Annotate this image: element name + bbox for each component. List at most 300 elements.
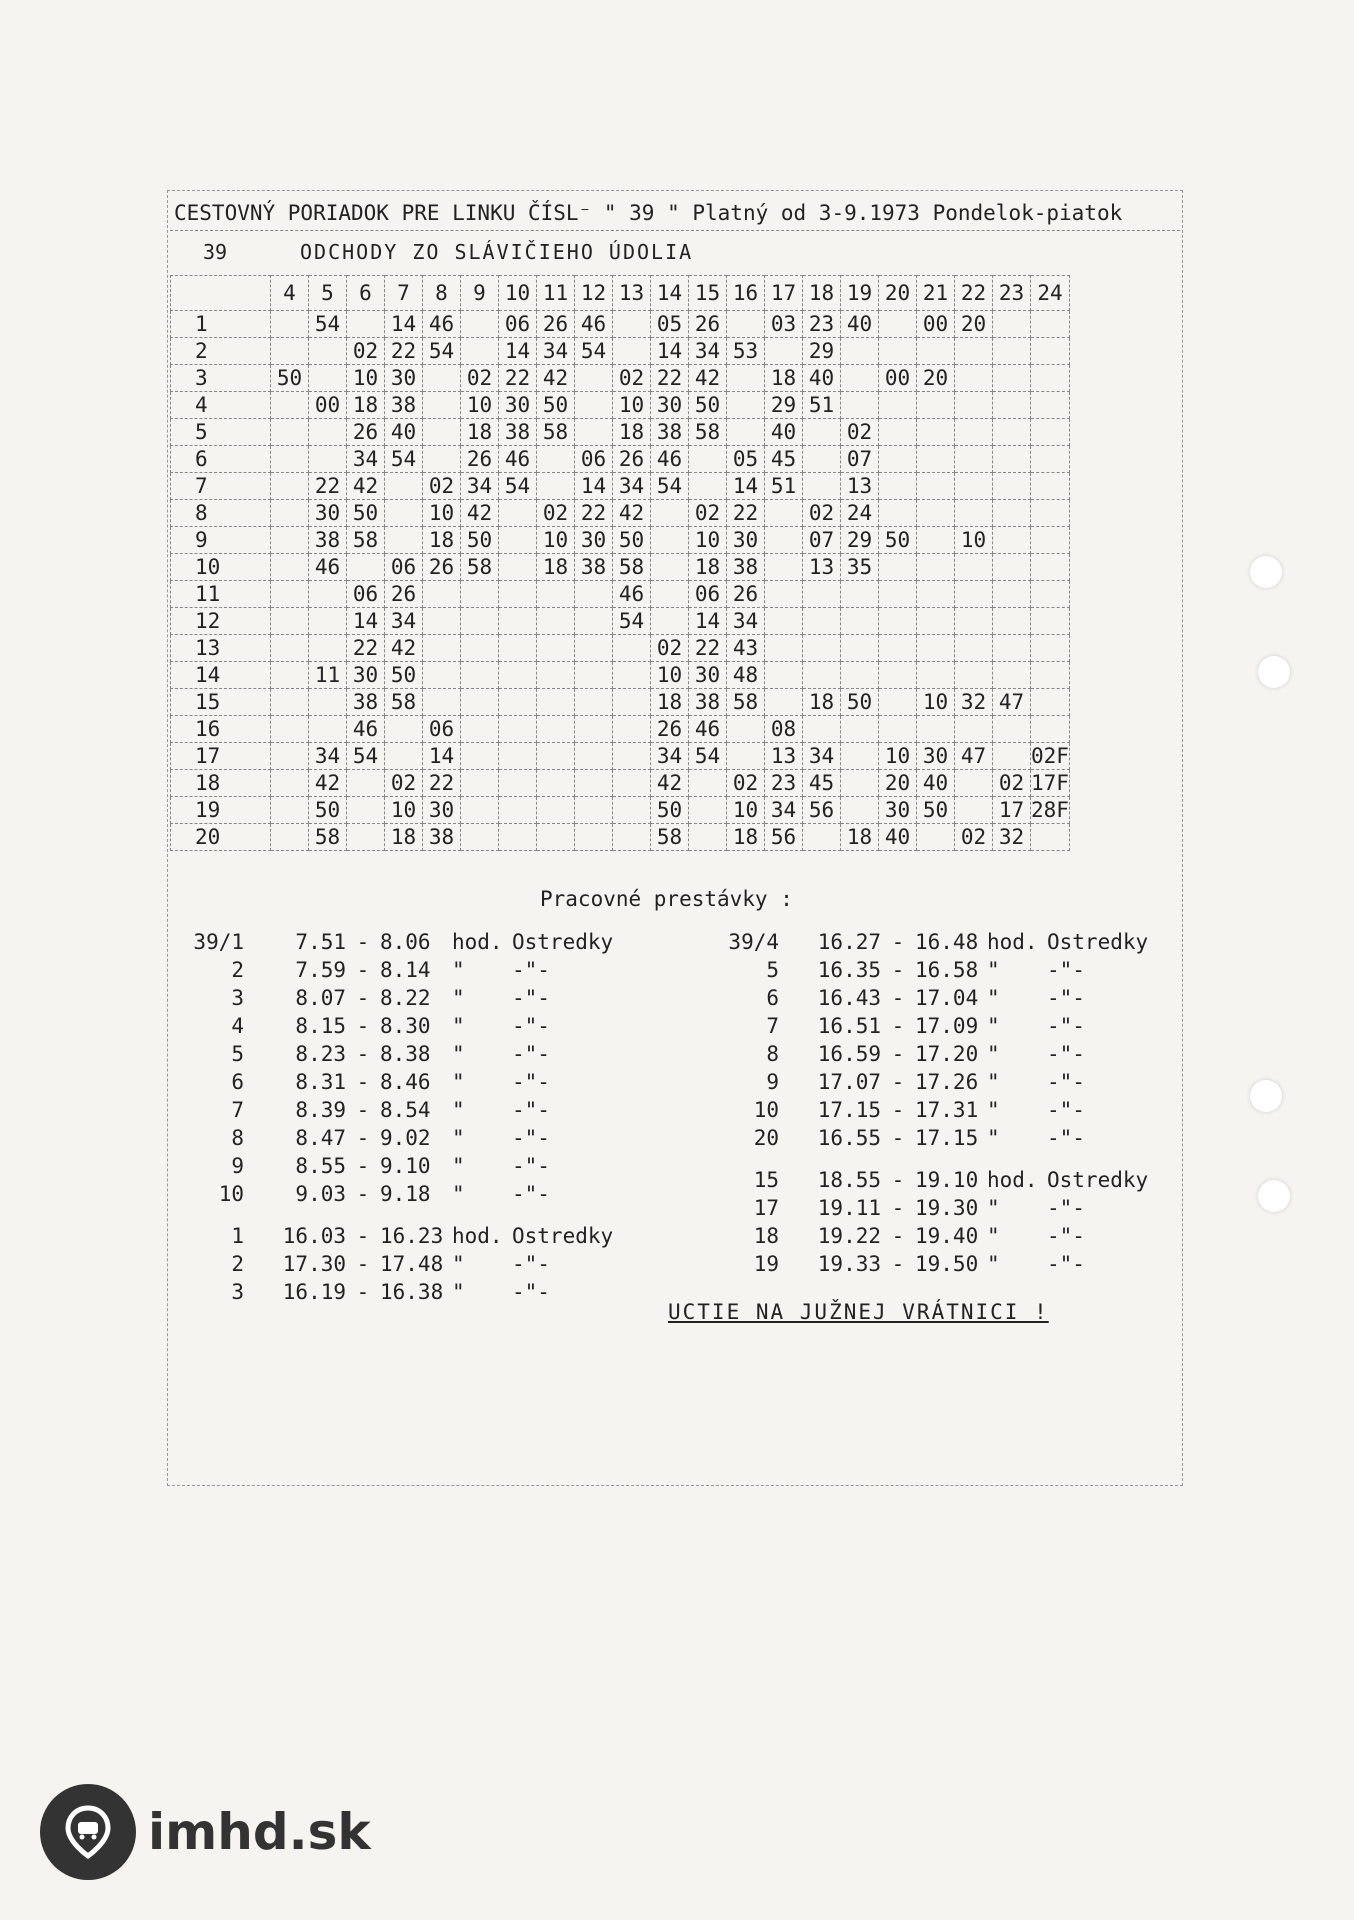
break-id: 4 [231,1014,244,1038]
departure-minute [993,581,1031,608]
break-to: 8.30 [380,1014,431,1038]
departure-minute [727,392,765,419]
departure-minute: 02 [651,635,689,662]
table-row [171,662,1070,689]
break-to: 8.14 [380,958,431,982]
departure-minute: 26 [537,311,575,338]
break-row [713,1096,1148,1124]
departure-minute [1031,527,1070,554]
break-row [713,928,1148,956]
row-number: 1 [171,311,271,338]
departure-minute [613,689,651,716]
break-row [178,1040,613,1068]
departure-minute: 58 [613,554,651,581]
departure-minute [917,716,955,743]
departure-minute: 34 [765,797,803,824]
departure-minute [271,743,309,770]
departure-minute: 50 [651,797,689,824]
departure-minute [423,608,461,635]
departure-minute: 02 [385,770,423,797]
table-row [171,473,1070,500]
departure-minute [689,446,727,473]
departure-minute: 46 [689,716,727,743]
departure-minute: 38 [309,527,347,554]
departure-minute [499,716,537,743]
row-number: 11 [171,581,271,608]
table-row [171,608,1070,635]
departure-minute: 40 [803,365,841,392]
departure-minute: 46 [499,446,537,473]
table-row [171,797,1070,824]
departure-minute [461,770,499,797]
departure-minute: 14 [385,311,423,338]
departure-minute [271,419,309,446]
departure-minute [1031,662,1070,689]
hour-header: 24 [1031,276,1070,311]
break-id: 15 [753,1168,779,1192]
departure-minute [1031,365,1070,392]
break-from: 16.19 [282,1280,346,1304]
break-dash: - [356,1154,370,1178]
departure-minute: 06 [689,581,727,608]
departure-minute: 29 [841,527,879,554]
departure-minute [841,743,879,770]
departure-minute [651,554,689,581]
departure-minute [917,554,955,581]
break-row [713,956,1148,984]
departure-minute [993,338,1031,365]
row-number: 7 [171,473,271,500]
departure-minute: 58 [727,689,765,716]
hour-header: 12 [575,276,613,311]
departure-minute [271,392,309,419]
break-id: 6 [766,986,779,1010]
break-from: 19.33 [817,1252,881,1276]
departure-minute [955,581,993,608]
row-number: 15 [171,689,271,716]
break-row [713,984,1148,1012]
departure-minute [271,527,309,554]
departure-minute [271,824,309,851]
break-place: -"- [512,958,550,982]
departure-minute [499,689,537,716]
breaks-right-list [713,928,1148,1278]
departure-minute [461,662,499,689]
break-from: 8.31 [295,1070,346,1094]
departure-minute: 50 [271,365,309,392]
departure-minute: 10 [917,689,955,716]
row-number: 19 [171,797,271,824]
departure-minute: 30 [575,527,613,554]
departure-minute: 56 [803,797,841,824]
departure-minute: 30 [309,500,347,527]
break-from: 17.07 [817,1070,881,1094]
row-number: 2 [171,338,271,365]
departure-minute [461,743,499,770]
departure-minute: 02F [1031,744,1069,768]
break-place: Ostredky [1047,1168,1149,1192]
departure-minute [803,716,841,743]
departure-minute [271,473,309,500]
hour-header: 16 [727,276,765,311]
departure-minute [955,770,993,797]
departure-minute: 22 [309,473,347,500]
break-dash: - [891,1042,905,1066]
departure-minute [1031,689,1070,716]
departure-minute: 42 [347,473,385,500]
break-unit: " [452,1252,465,1276]
break-dash: - [356,958,370,982]
break-place: -"- [512,1070,550,1094]
departure-minute: 54 [689,743,727,770]
departure-minute [1031,473,1070,500]
departure-minute: 10 [955,527,993,554]
hour-header: 18 [803,276,841,311]
departure-minute: 02 [347,338,385,365]
break-unit: " [987,1070,1000,1094]
break-place: -"- [1047,1224,1085,1248]
departure-minute [347,311,385,338]
departure-minute [955,635,993,662]
break-dash: - [891,986,905,1010]
break-to: 19.40 [915,1224,979,1248]
departure-minute: 20 [917,365,955,392]
departure-minute: 46 [575,311,613,338]
departure-minute [537,743,575,770]
row-number: 12 [171,608,271,635]
departure-minute [879,419,917,446]
break-row [713,1194,1148,1222]
punch-hole [1250,556,1282,588]
break-from: 19.22 [817,1224,881,1248]
departure-minute: 17F [1031,771,1069,795]
departure-minute: 38 [575,554,613,581]
departure-minute: 18 [727,824,765,851]
departure-minute [309,446,347,473]
row-number: 9 [171,527,271,554]
departure-minute: 00 [917,311,955,338]
break-place: -"- [1047,1042,1085,1066]
break-from: 8.15 [295,1014,346,1038]
departure-minute: 13 [803,554,841,581]
departure-minute [917,635,955,662]
departure-minute: 50 [689,392,727,419]
departure-minute: 50 [879,527,917,554]
departure-minute: 54 [499,473,537,500]
break-id: 7 [766,1014,779,1038]
break-unit: " [452,958,465,982]
departure-minute: 30 [879,797,917,824]
departure-minute: 54 [651,473,689,500]
hour-header: 8 [423,276,461,311]
departure-minute: 02 [537,500,575,527]
break-from: 16.51 [817,1014,881,1038]
departure-minute [993,473,1031,500]
departure-minute [461,689,499,716]
break-unit: hod. [452,1224,503,1248]
departure-minute [917,662,955,689]
punch-hole [1250,1080,1282,1112]
departure-minute [689,473,727,500]
departure-minute [461,581,499,608]
departure-minute: 46 [309,554,347,581]
departure-minute: 47 [993,689,1031,716]
departure-minute: 38 [347,689,385,716]
break-row [713,1250,1148,1278]
departure-minute: 34 [385,608,423,635]
departure-minute [765,500,803,527]
breaks-left-list [178,928,613,1306]
departure-minute: 14 [689,608,727,635]
departure-minute: 26 [689,311,727,338]
departure-minute: 14 [423,743,461,770]
departure-minute [803,446,841,473]
departure-minute: 42 [461,500,499,527]
break-dash: - [891,1224,905,1248]
departure-minute: 45 [765,446,803,473]
break-dash: - [891,958,905,982]
departure-minute: 07 [841,446,879,473]
departure-minute [575,824,613,851]
departure-minute [651,581,689,608]
departure-minute: 14 [575,473,613,500]
departure-minute: 34 [309,743,347,770]
departure-minute [993,743,1031,770]
break-from: 7.51 [295,930,346,954]
departure-minute [1031,392,1070,419]
departure-minute: 02 [461,365,499,392]
departure-minute: 06 [423,716,461,743]
departure-minute [879,689,917,716]
departure-minute: 10 [613,392,651,419]
table-row [171,689,1070,716]
break-id: 1 [231,1224,244,1248]
departure-minute: 30 [499,392,537,419]
break-place: Ostredky [512,1224,614,1248]
departure-minute [271,608,309,635]
departure-minute [271,635,309,662]
departure-minute [1031,311,1070,338]
departure-minute [879,716,917,743]
break-to: 19.30 [915,1196,979,1220]
break-from: 16.43 [817,986,881,1010]
departure-minute [1031,608,1070,635]
departure-minute [347,824,385,851]
hour-header: 4 [271,276,309,311]
departure-minute [879,554,917,581]
break-to: 9.02 [380,1126,431,1150]
break-id: 9 [766,1070,779,1094]
departure-minute [803,608,841,635]
departure-minute [1031,824,1070,851]
departure-minute [917,419,955,446]
departure-minute: 22 [499,365,537,392]
departure-minute [613,338,651,365]
departure-minute [651,527,689,554]
break-unit: " [452,1126,465,1150]
departure-minute: 05 [727,446,765,473]
departure-minute: 58 [461,554,499,581]
break-id: 10 [753,1098,779,1122]
departure-minute [423,662,461,689]
footer-note: UCTIE NA JUŽNEJ VRÁTNICI ! [668,1300,1049,1324]
punch-hole [1258,1180,1290,1212]
departure-minute: 38 [727,554,765,581]
break-row [178,1124,613,1152]
departure-minute [955,446,993,473]
departure-minute [765,662,803,689]
table-row [171,419,1070,446]
break-from: 9.03 [295,1182,346,1206]
departure-minute [499,797,537,824]
break-to: 17.48 [380,1252,444,1276]
row-number: 16 [171,716,271,743]
departure-minute [955,392,993,419]
departure-minute: 02 [727,770,765,797]
break-to: 16.23 [380,1224,444,1248]
break-to: 8.22 [380,986,431,1010]
break-row [178,928,613,956]
departure-minute [841,608,879,635]
departure-minute [727,311,765,338]
row-number: 18 [171,770,271,797]
departure-minute [955,797,993,824]
departure-minute [765,338,803,365]
route-subtitle: ODCHODY ZO SLÁVIČIEHO ÚDOLIA [300,240,694,264]
departure-minute [689,824,727,851]
departure-minute [271,338,309,365]
departure-minute [423,689,461,716]
break-id: 6 [231,1070,244,1094]
departure-minute: 50 [613,527,651,554]
departure-minute: 08 [765,716,803,743]
departure-minute: 10 [537,527,575,554]
departure-minute: 50 [347,500,385,527]
departure-minute [993,419,1031,446]
departure-minute: 14 [499,338,537,365]
departure-minute [271,311,309,338]
departure-minute [1031,581,1070,608]
departure-minute [537,824,575,851]
departure-minute: 26 [727,581,765,608]
departure-minute [385,743,423,770]
departure-minute: 56 [765,824,803,851]
break-place: -"- [512,1280,550,1304]
departure-minute [537,662,575,689]
departure-minute: 40 [765,419,803,446]
break-id: 18 [753,1224,779,1248]
break-place: -"- [1047,1070,1085,1094]
break-place: -"- [512,1154,550,1178]
break-to: 17.04 [915,986,979,1010]
break-to: 8.06 [380,930,431,954]
departure-minute: 42 [309,770,347,797]
departure-minute: 06 [499,311,537,338]
departure-minute [613,635,651,662]
departure-minute: 43 [727,635,765,662]
break-id: 9 [231,1154,244,1178]
bus-icon [40,1784,136,1880]
break-place: -"- [1047,1126,1085,1150]
departure-minute [461,338,499,365]
break-id: 2 [231,958,244,982]
departure-minute: 02 [803,500,841,527]
departure-minute [841,635,879,662]
departure-minute [347,797,385,824]
break-unit: " [987,1224,1000,1248]
departure-minute: 07 [803,527,841,554]
hour-header: 20 [879,276,917,311]
break-row [178,1180,613,1208]
break-row [713,1012,1148,1040]
departure-minute: 14 [347,608,385,635]
departure-minute [271,770,309,797]
break-from: 16.59 [817,1042,881,1066]
departure-minute [803,419,841,446]
departure-minute [309,716,347,743]
break-place: -"- [512,1014,550,1038]
departure-minute: 18 [765,365,803,392]
row-number: 13 [171,635,271,662]
table-row [171,338,1070,365]
hour-header: 22 [955,276,993,311]
imhd-logo [40,1784,371,1880]
departure-minute: 40 [841,311,879,338]
hour-header: 9 [461,276,499,311]
break-from: 16.35 [817,958,881,982]
departure-minute: 50 [917,797,955,824]
break-dash: - [356,1098,370,1122]
departure-minute [879,635,917,662]
departure-minute [1031,446,1070,473]
row-number: 6 [171,446,271,473]
break-row [178,956,613,984]
break-unit: " [987,1098,1000,1122]
hour-header: 17 [765,276,803,311]
departure-minute [993,635,1031,662]
departure-minute [575,608,613,635]
departure-minute [309,419,347,446]
departure-minute [765,635,803,662]
break-unit: " [452,986,465,1010]
break-unit: " [452,1070,465,1094]
break-unit: " [452,1098,465,1122]
departure-minute [879,311,917,338]
departure-minute: 54 [309,311,347,338]
break-id: 3 [231,1280,244,1304]
departure-minute: 28F [1031,798,1069,822]
departure-minute: 40 [917,770,955,797]
departure-minute [537,446,575,473]
departure-minute [689,770,727,797]
departure-minute: 34 [689,338,727,365]
departure-minute [917,392,955,419]
break-place: -"- [512,1126,550,1150]
departure-minute: 14 [651,338,689,365]
departure-minute: 18 [841,824,879,851]
break-to: 16.48 [915,930,979,954]
row-number: 17 [171,743,271,770]
departure-minute [309,689,347,716]
break-id: 19 [753,1252,779,1276]
departure-minute: 30 [727,527,765,554]
departure-minute [803,581,841,608]
departure-minute: 10 [879,743,917,770]
departure-minute: 46 [347,716,385,743]
departure-minute: 34 [537,338,575,365]
departure-minute: 22 [727,500,765,527]
break-dash: - [356,1014,370,1038]
